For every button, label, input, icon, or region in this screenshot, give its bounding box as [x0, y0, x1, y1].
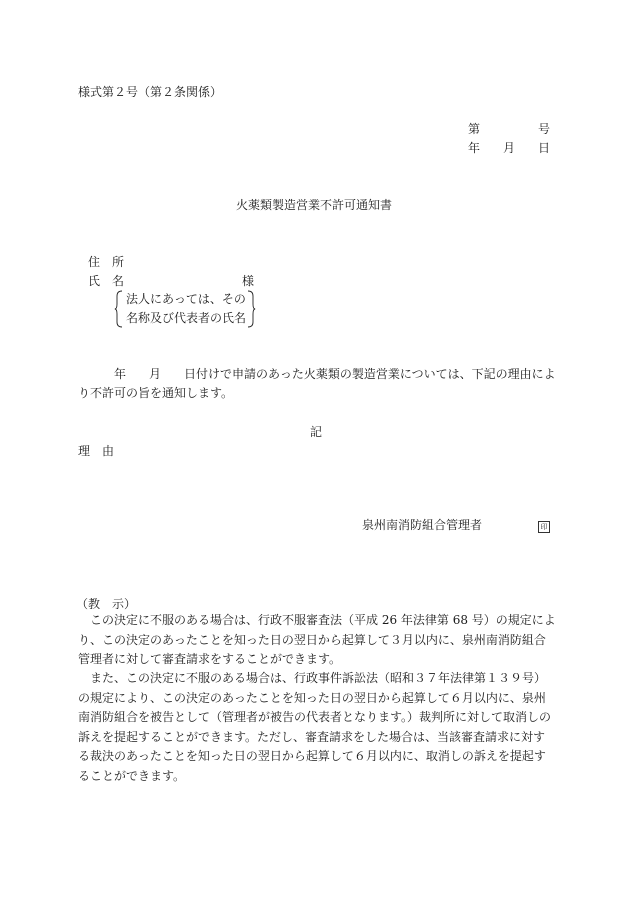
notice-paragraph-2: また、この決定に不服のある場合は、行政事件訴訟法（昭和３７年法律第１３９号）の規定により、この決定のあったことを知った日の翌日から起算して６月以内に、泉州南消防組合を被告として（管理者が被告の代表者となります。）裁判所に対して取消しの訴えを提起することができます。ただし、審査請求をした場合は、当該審査請求に対する裁決のあったことを知った日の翌日から起算して６月以内に、取消しの訴えを提起することができます。: [78, 671, 552, 783]
date-month: 月: [503, 141, 516, 155]
number-go: 号: [538, 122, 551, 136]
issuer-name: 泉州南消防組合管理者: [362, 518, 483, 532]
seal-char: 印: [538, 521, 550, 533]
notice-paragraph-1: この決定に不服のある場合は、行政不服審査法（平成 26 年法律第 68 号）の規定により、この決定のあったことを知った日の翌日から起算して３月以内に、泉州南消防組合管理者に対して審査請求をすることができます。: [78, 613, 556, 666]
body-month: 月: [149, 367, 162, 381]
document-title: 火薬類製造営業不許可通知書: [236, 198, 393, 212]
seal-mark: [538, 519, 550, 533]
body-line1: 日付けで申請のあった火薬類の製造営業については、下記の理由によ: [184, 367, 556, 381]
corp-note-line1: 法人にあっては、その: [126, 292, 246, 306]
address-label: 住 所: [88, 255, 125, 269]
ki-heading: 記: [310, 425, 323, 439]
name-label: 氏 名: [88, 274, 125, 288]
date-year: 年: [468, 141, 481, 155]
left-bracket: [114, 290, 124, 328]
reason-label: 理 由: [78, 444, 115, 458]
notice-heading: （教 示）: [76, 597, 137, 611]
corp-note-line2: 名称及び代表者の氏名: [126, 311, 247, 325]
body-line2: り不許可の旨を通知します。: [78, 386, 234, 400]
right-bracket: [246, 290, 256, 328]
honorific: 様: [242, 274, 255, 288]
date-day: 日: [538, 141, 551, 155]
form-label: 様式第２号（第２条関係）: [78, 85, 223, 99]
body-year: 年: [114, 367, 127, 381]
number-dai: 第: [468, 122, 481, 136]
